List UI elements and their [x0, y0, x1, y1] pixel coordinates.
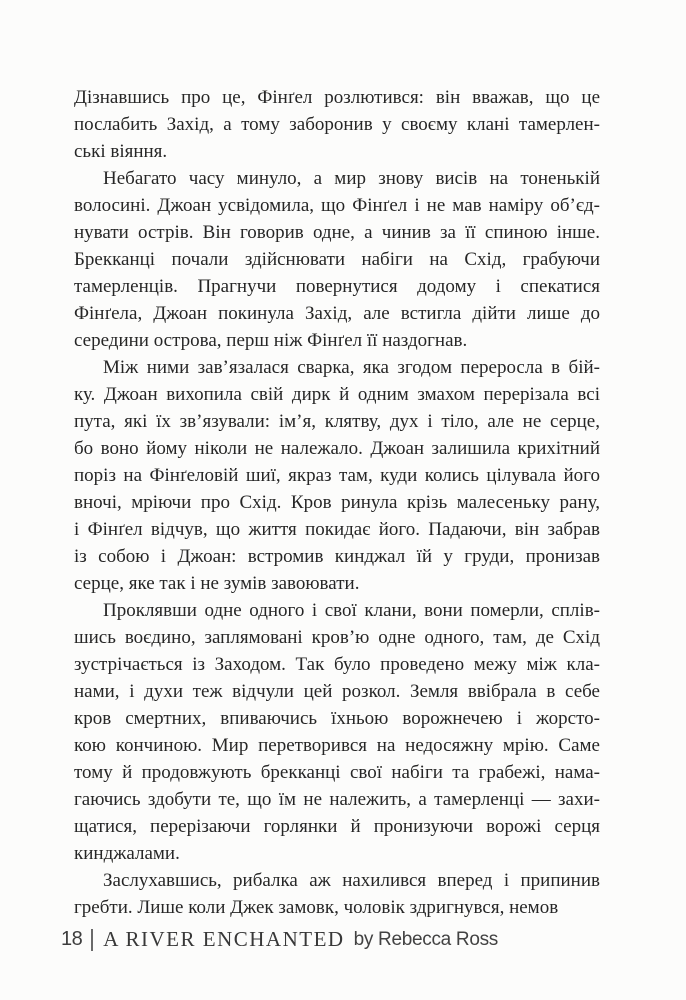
text-line: поріз на Фінґеловій шиї, якраз там, куди колись цілувала його: [74, 465, 600, 486]
text-line: бо воно йому ніколи не належало. Джоан залишила крихітний: [74, 438, 600, 459]
text-line: ку. Джоан вихопила свій дирк й одним змахом перерізала всі: [74, 384, 600, 405]
text-line: Фінґела, Джоан покинула Захід, але встигла дійти лише до: [74, 303, 600, 324]
text-line: кою кончиною. Мир перетворився на недосяжну мрію. Саме: [74, 735, 600, 756]
text-line: Небагато часу минуло, а мир знову висів на тоненькій: [103, 168, 600, 189]
text-line: гребти. Лише коли Джек замовк, чоловік здригнувся, немов: [74, 897, 559, 918]
text-line: і Фінґел відчув, що життя покидає його. Падаючи, він забрав: [74, 519, 600, 540]
text-line: нувати острів. Він говорив одне, а чинив за її спиною інше.: [74, 222, 600, 243]
text-line: тамерленців. Прагнучи повернутися додому і спекатися: [74, 276, 600, 297]
text-line: Дізнавшись про це, Фінґел розлютився: він вважав, що це: [74, 87, 600, 108]
page-footer: [61, 927, 498, 952]
text-line: Заслухавшись, рибалка аж нахилився вперед і припинив: [103, 870, 600, 891]
text-line: пута, які їх зв’язували: ім’я, клятву, дух і тіло, але не серце,: [74, 411, 600, 432]
book-title: A RIVER ENCHANTED: [103, 927, 345, 951]
text-line: Брекканці почали здійснювати набіги на Схід, грабуючи: [74, 249, 600, 270]
text-line: шись воєдино, заплямовані кров’ю одне одного, там, де Схід: [74, 627, 600, 648]
text-line: нами, і духи теж відчули цей розкол. Земля ввібрала в себе: [74, 681, 600, 702]
text-line: Між ними зав’язалася сварка, яка згодом переросла в бій-: [103, 357, 600, 378]
text-line: із собою і Джоан: встромив кинджал їй у груди, пронизав: [74, 546, 600, 567]
text-line: Проклявши одне одного і свої клани, вони померли, сплів-: [103, 600, 600, 621]
text-line: серце, яке так і не зумів завоювати.: [74, 573, 360, 594]
text-line: вночі, мріючи про Схід. Кров ринула крізь малесеньку рану,: [74, 492, 600, 513]
text-line: волосині. Джоан усвідомила, що Фінґел і не мав наміру об’єд-: [74, 195, 600, 216]
text-line: середини острова, перш ніж Фінґел її наздогнав.: [74, 330, 468, 351]
text-line: тому й продовжують брекканці свої набіги та грабежі, нама-: [74, 762, 600, 783]
page-text: [74, 84, 600, 921]
text-line: щатися, перерізаючи горлянки й пронизуючи ворожі серця: [74, 816, 600, 837]
footer-divider: [91, 929, 93, 951]
page-number: 18: [61, 928, 83, 950]
text-line: послабить Захід, а тому заборонив у своєму клані тамерлен-: [74, 114, 600, 135]
text-line: ські віяння.: [74, 141, 168, 162]
text-line: зустрічається із Заходом. Так було проведено межу між кла-: [74, 654, 600, 675]
text-line: кинджалами.: [74, 843, 180, 864]
text-line: гаючись здобути те, що їм не належить, а тамерленці — захи-: [74, 789, 600, 810]
text-line: кров смертних, впиваючись їхньою ворожнечею і жорсто-: [74, 708, 600, 729]
book-byline: by Rebecca Ross: [353, 928, 498, 950]
